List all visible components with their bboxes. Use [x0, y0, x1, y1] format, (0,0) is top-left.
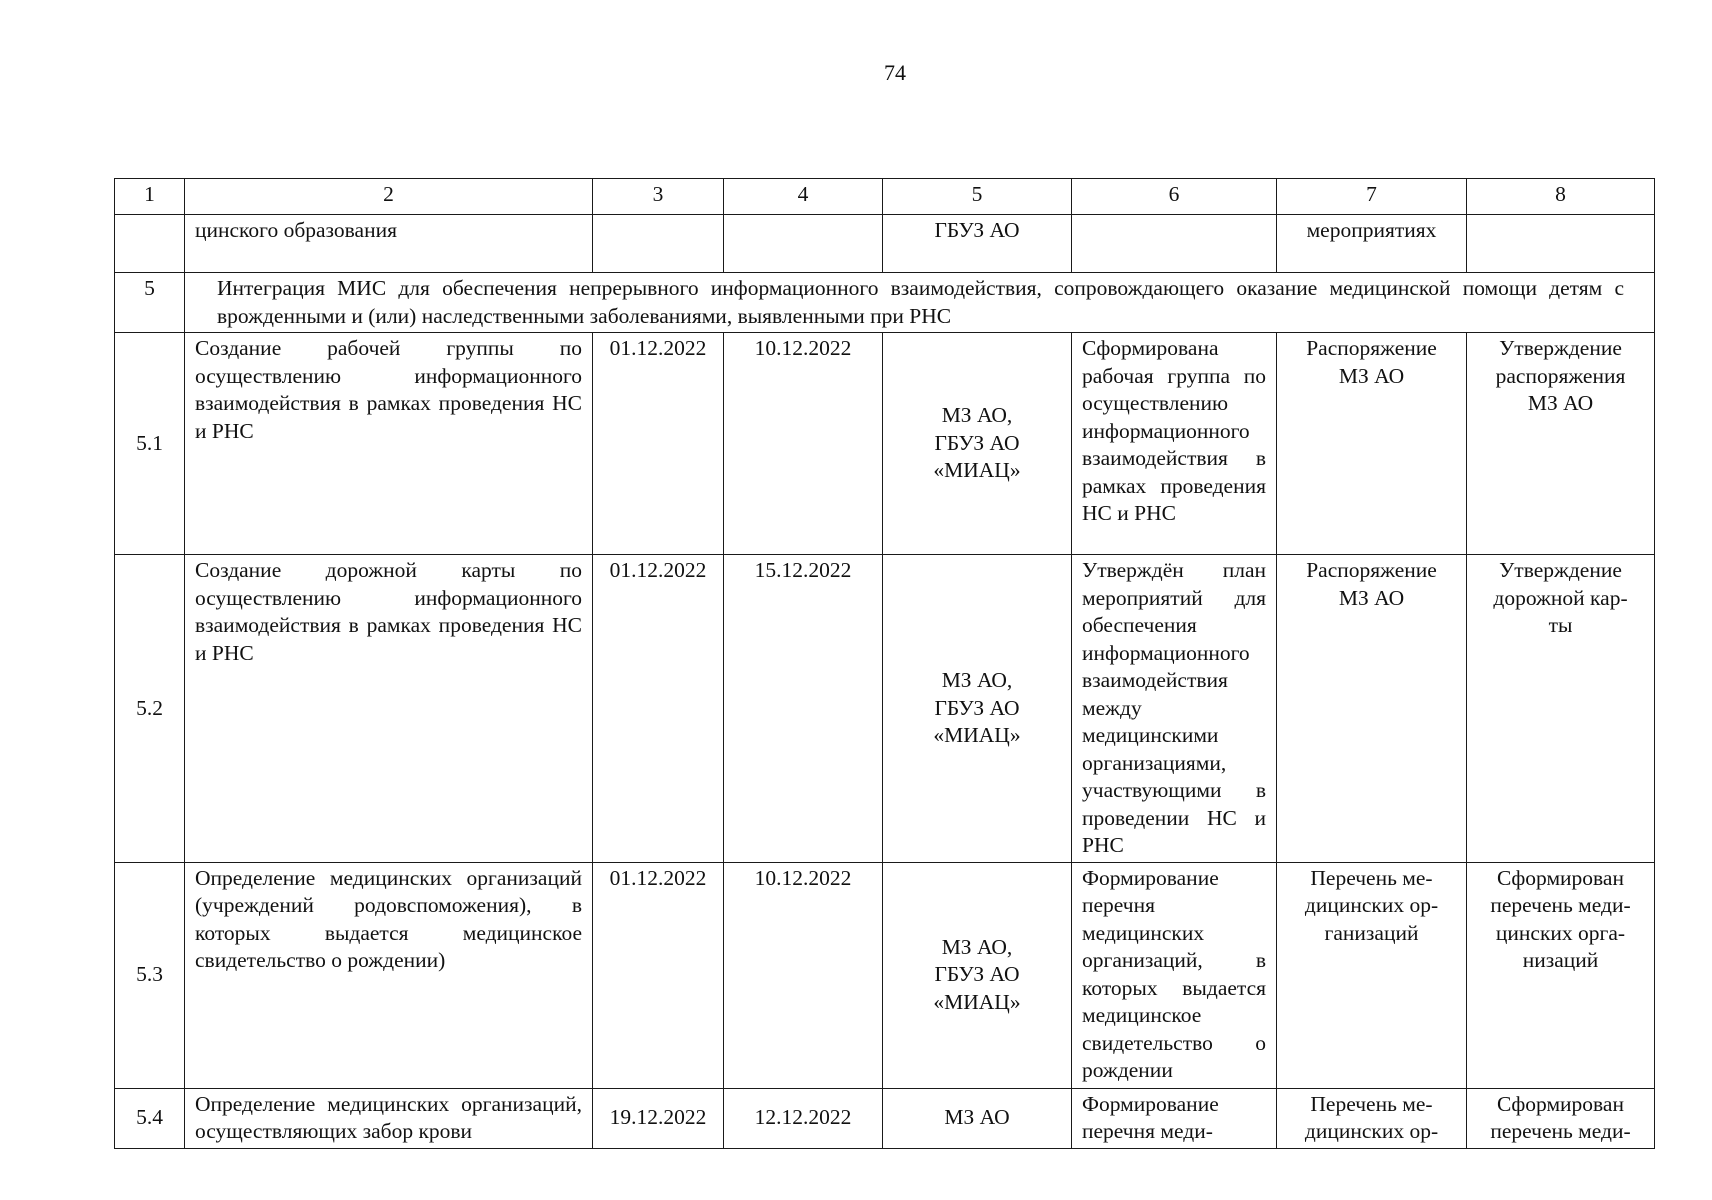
row-executor — [883, 555, 1072, 863]
cell-num — [115, 215, 185, 273]
executor-line: ГБУЗ АО — [934, 695, 1020, 720]
row-num: 5.3 — [115, 862, 185, 1088]
row-num: 5.1 — [115, 333, 185, 555]
cell-name: цинского образования — [185, 215, 593, 273]
document-line: Перечень ме- — [1310, 865, 1433, 890]
header-col-8: 8 — [1467, 179, 1655, 215]
document-line: дицинских ор- — [1304, 1119, 1439, 1143]
cell-start — [593, 215, 724, 273]
row-start-date: 01.12.2022 — [593, 333, 724, 555]
executor-line: «МИАЦ» — [933, 989, 1021, 1014]
row-result: Формирование перечня медицинских организаций, в которых выдается медицинское свидетельство о рождении — [1072, 862, 1277, 1088]
row-name: Определение медицинских организаций (учреждений родовспоможения), в которых выдается медицинское свидетельство о рождении) — [185, 862, 593, 1088]
row-document — [1277, 333, 1467, 555]
row-name: Создание дорожной карты по осуществлению информационного взаимодействия в рамках проведения НС и РНС — [185, 555, 593, 863]
row-end-date: 12.12.2022 — [724, 1088, 883, 1148]
row-end-date: 10.12.2022 — [724, 862, 883, 1088]
indicator-line: низаций — [1522, 948, 1599, 972]
row-executor — [883, 333, 1072, 555]
row-name: Определение медицинских организаций, осуществляющих забор крови — [185, 1088, 593, 1148]
row-document — [1277, 555, 1467, 863]
header-row — [115, 179, 1655, 215]
document-line: Перечень ме- — [1310, 1091, 1433, 1116]
page-number: 74 — [884, 60, 906, 85]
executor-line: ГБУЗ АО — [934, 430, 1020, 455]
indicator-line: Сформирован — [1497, 865, 1624, 890]
section-num: 5 — [115, 273, 185, 333]
row-end-date: 15.12.2022 — [724, 555, 883, 863]
continuation-row — [115, 215, 1655, 273]
header-col-4: 4 — [724, 179, 883, 215]
header-col-2: 2 — [185, 179, 593, 215]
document-line: Распоряжение — [1306, 336, 1437, 360]
executor-line: «МИАЦ» — [933, 723, 1021, 747]
executor-line: МЗ АО, — [941, 403, 1013, 428]
row-document — [1277, 862, 1467, 1088]
table-row — [115, 333, 1655, 555]
indicator-line: распоряжения — [1495, 363, 1626, 388]
row-start-date: 01.12.2022 — [593, 862, 724, 1088]
row-num: 5.2 — [115, 555, 185, 863]
indicator-line: ты — [1548, 613, 1573, 637]
row-indicator — [1467, 1088, 1655, 1148]
table-row — [115, 862, 1655, 1088]
row-indicator — [1467, 555, 1655, 863]
executor-line: ГБУЗ АО — [934, 962, 1020, 987]
indicator-line: перечень меди- — [1490, 1119, 1631, 1143]
row-document — [1277, 1088, 1467, 1148]
row-start-date: 01.12.2022 — [593, 555, 724, 863]
indicator-line: цинских орга- — [1495, 920, 1626, 945]
indicator-line: Утверждение — [1499, 336, 1622, 360]
executor-line: МЗ АО, — [941, 668, 1013, 692]
cell-document: мероприятиях — [1277, 215, 1467, 273]
document-line: ганизаций — [1324, 920, 1419, 945]
cell-end — [724, 215, 883, 273]
row-executor — [883, 862, 1072, 1088]
indicator-line: МЗ АО — [1527, 391, 1594, 415]
header-col-1: 1 — [115, 179, 185, 215]
row-start-date: 19.12.2022 — [593, 1088, 724, 1148]
row-result: Формирование перечня меди- — [1072, 1088, 1277, 1148]
row-num: 5.4 — [115, 1088, 185, 1148]
header-col-7: 7 — [1277, 179, 1467, 215]
executor-line: МЗ АО — [944, 1105, 1010, 1130]
table-row — [115, 555, 1655, 863]
section-row — [115, 273, 1655, 333]
header-col-6: 6 — [1072, 179, 1277, 215]
cell-result — [1072, 215, 1277, 273]
document-line: МЗ АО — [1338, 585, 1405, 610]
document-line: дицинских ор- — [1304, 893, 1439, 917]
cell-executor: ГБУЗ АО — [883, 215, 1072, 273]
executor-line: «МИАЦ» — [933, 458, 1021, 483]
indicator-line: дорожной кар- — [1493, 585, 1628, 610]
table-row — [115, 1088, 1655, 1148]
row-result: Сформирована рабочая группа по осуществлению информационного взаимодействия в рамках проведения НС и РНС — [1072, 333, 1277, 555]
row-name: Создание рабочей группы по осуществлению информационного взаимодействия в рамках проведения НС и РНС — [185, 333, 593, 555]
row-indicator — [1467, 862, 1655, 1088]
section-title: Интеграция МИС для обеспечения непрерывного информационного взаимодействия, сопровождающего оказание медицинской помощи детям с врожденными и (или) наследственными заболеваниями, выявленными при РНС — [185, 273, 1655, 333]
row-indicator — [1467, 333, 1655, 555]
cell-indicator — [1467, 215, 1655, 273]
indicator-line: Сформирован — [1497, 1091, 1624, 1116]
document-line: Распоряжение — [1306, 558, 1437, 582]
indicator-line: перечень меди- — [1490, 893, 1631, 917]
header-col-5: 5 — [883, 179, 1072, 215]
row-executor — [883, 1088, 1072, 1148]
plan-table — [114, 178, 1655, 1149]
row-result: Утверждён план мероприятий для обеспечения информационного взаимодействия между медицинскими организациями, участвующими в проведении НС и РНС — [1072, 555, 1277, 863]
header-col-3: 3 — [593, 179, 724, 215]
document-line: МЗ АО — [1338, 363, 1405, 388]
row-end-date: 10.12.2022 — [724, 333, 883, 555]
executor-line: МЗ АО, — [941, 934, 1013, 959]
indicator-line: Утверждение — [1499, 558, 1622, 582]
